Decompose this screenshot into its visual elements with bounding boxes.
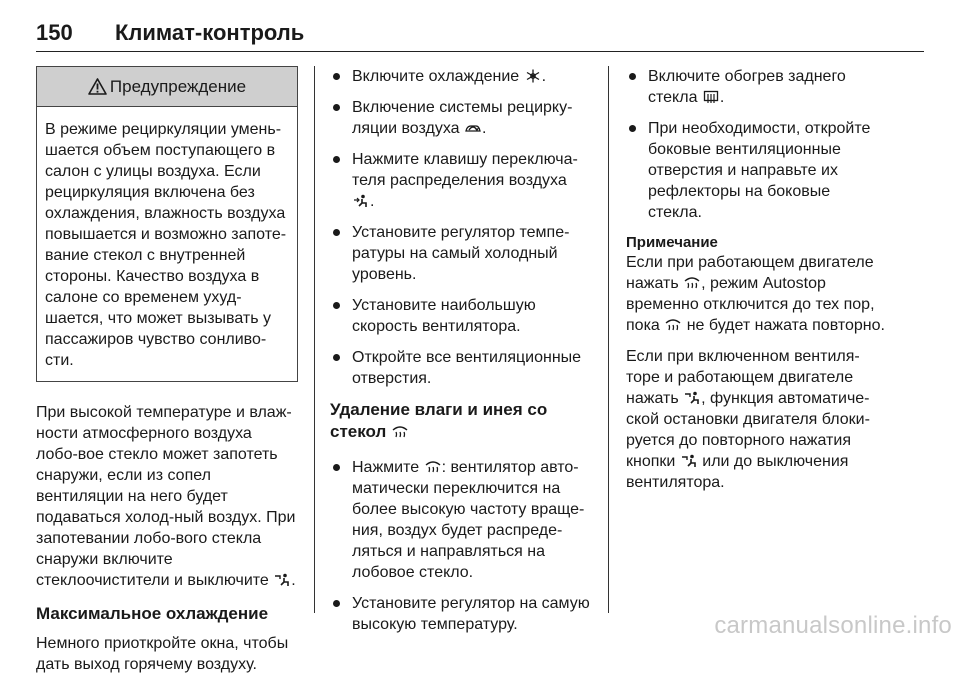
note-title: Примечание <box>626 234 718 251</box>
paragraph-text: При высокой температуре и влаж-ности атмосферного воздуха лобо-вое стекло может запотеть снаружи, если из сопел вентиляции на него будет подаваться холод-ный воздух. При запотевании лобо-вого стекла снаружи включите стеклоочистители и выключите <box>36 404 296 589</box>
column-divider <box>314 66 315 613</box>
page-number: 150 <box>36 20 73 45</box>
fan-person-icon <box>684 391 700 405</box>
warning-text: В режиме рециркуляции умень-шается объем поступающего в салон с улицы воздуха. Если рециркуляция включена без охлаждения, влажность воздуха повышается и возможно запоте-вание стекол с внутренней стороны. Качество воздуха в салоне со временем ухуд-шается, что может вызывать у пассажиров чувство сонливо-сти. <box>45 121 287 369</box>
list-item: Установите регулятор на самую высокую температуру. <box>330 593 598 635</box>
page-header <box>36 16 924 52</box>
list-item: Установите наибольшую скорость вентилятора. <box>330 295 598 337</box>
list-item: Нажмите клавишу переключа-теля распределения воздуха . <box>330 149 598 212</box>
windscreen-defrost-icon <box>392 425 408 439</box>
note-paragraph-1: Если при работающем двигателе нажать , режим Autostop временно отключится до тех пор, пока не будет нажата повторно. <box>626 254 885 334</box>
list-item: Включите охлаждение . <box>330 66 598 87</box>
snowflake-icon <box>525 69 541 83</box>
windscreen-defrost-icon <box>425 460 441 474</box>
column-3 <box>626 66 888 493</box>
list-item: Установите регулятор темпе-ратуры на самый холодный уровень. <box>330 222 598 285</box>
recirculation-car-icon <box>465 121 481 135</box>
watermark: carmanualsonline.info <box>714 612 952 639</box>
column-divider <box>608 66 609 613</box>
warning-title: Предупреждение <box>109 77 247 96</box>
warning-triangle-icon <box>88 78 107 95</box>
list-item: Нажмите : вентилятор авто-матически переключится на более высокую частоту враще-ния, воздух будет распреде-ляться и направляться на лобовое стекло. <box>330 457 598 583</box>
note-paragraph-2: Если при включенном вентиля-торе и работающем двигателе нажать , функция автоматиче-ской остановки двигателя блоки-руется до повторного нажатия кнопки или до выключения вентилятора. <box>626 348 870 491</box>
section-title-max-cooling: Максимальное охлаждение <box>36 604 269 623</box>
list-item: Откройте все вентиляционные отверстия. <box>330 347 598 389</box>
column-2 <box>330 66 598 645</box>
list-item: При необходимости, откройте боковые вентиляционные отверстия и направьте их рефлекторы на боковые стекла. <box>626 118 888 223</box>
chapter-title: Климат-контроль <box>115 20 305 45</box>
paragraph-open-windows: Немного приоткройте окна, чтобы дать выход горячему воздуху. <box>36 635 289 673</box>
defog-steps-continued <box>626 66 888 223</box>
warning-header <box>37 67 297 107</box>
list-item: Включение системы рецирку-ляции воздуха . <box>330 97 598 139</box>
fan-person-icon <box>274 573 290 587</box>
column-1 <box>36 66 298 675</box>
list-item: Включите обогрев заднего стекла . <box>626 66 888 108</box>
rear-window-heating-icon <box>703 90 719 104</box>
windscreen-defrost-icon <box>665 318 681 332</box>
max-cooling-steps <box>330 66 598 389</box>
fan-person-icon <box>681 454 697 468</box>
air-distribution-icon <box>353 194 369 208</box>
paragraph-high-temperature: При высокой температуре и влаж-ности атмосферного воздуха лобо-вое стекло может запотеть снаружи, если из сопел вентиляции на него будет подаваться холод-ный воздух. При запотевании лобо-вого стекла снаружи включите стеклоочистители и выключите . <box>36 404 296 589</box>
warning-box <box>36 66 298 382</box>
section-title-defog: Удаление влаги и инея со стекол <box>330 400 548 441</box>
defog-steps <box>330 457 598 635</box>
windscreen-defrost-icon <box>684 276 700 290</box>
